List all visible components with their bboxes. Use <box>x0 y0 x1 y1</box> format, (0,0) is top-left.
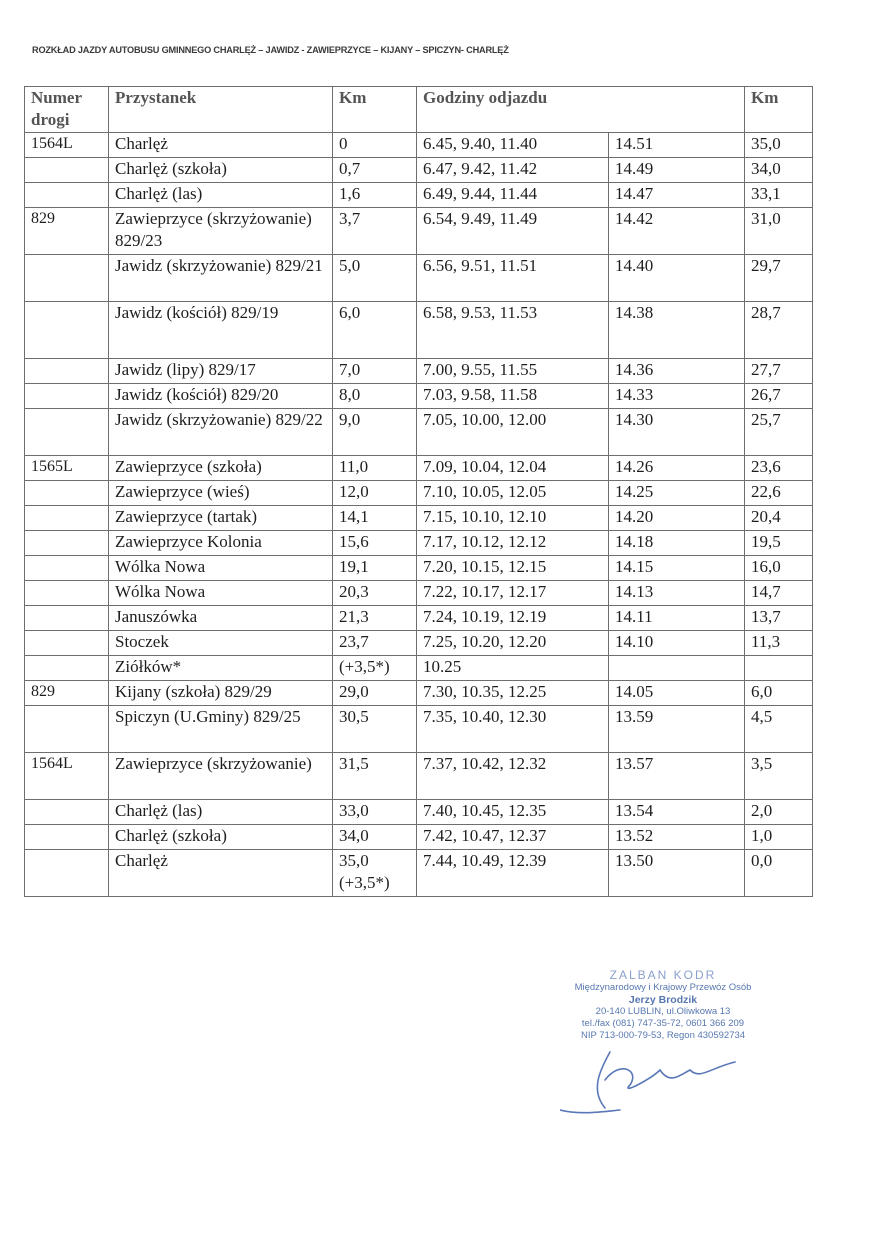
table-row <box>25 581 813 606</box>
cell-morning-times: 7.03, 9.58, 11.58 <box>417 384 609 409</box>
cell-road <box>25 384 109 409</box>
cell-road <box>25 481 109 506</box>
table-row <box>25 133 813 158</box>
cell-morning-times: 6.54, 9.49, 11.49 <box>417 208 609 255</box>
cell-road: 1564L <box>25 133 109 158</box>
cell-stop: Jawidz (kościół) 829/20 <box>109 384 333 409</box>
cell-stop: Kijany (szkoła) 829/29 <box>109 681 333 706</box>
cell-km: 21,3 <box>333 606 417 631</box>
header-km: Km <box>333 87 417 133</box>
cell-stop: Charlęż <box>109 133 333 158</box>
table-row <box>25 481 813 506</box>
cell-morning-times: 7.20, 10.15, 12.15 <box>417 556 609 581</box>
cell-km: 0 <box>333 133 417 158</box>
cell-stop: Zawieprzyce (skrzyżowanie) 829/23 <box>109 208 333 255</box>
cell-stop: Zawieprzyce (szkoła) <box>109 456 333 481</box>
cell-morning-times: 10.25 <box>417 656 609 681</box>
cell-road: 1564L <box>25 753 109 800</box>
cell-km: 0,7 <box>333 158 417 183</box>
cell-road <box>25 606 109 631</box>
timetable <box>24 86 813 897</box>
cell-afternoon-time: 14.30 <box>609 409 745 456</box>
cell-road <box>25 359 109 384</box>
cell-km-return: 0,0 <box>745 850 813 897</box>
cell-afternoon-time: 13.54 <box>609 800 745 825</box>
cell-km: 11,0 <box>333 456 417 481</box>
cell-afternoon-time: 14.15 <box>609 556 745 581</box>
table-row <box>25 825 813 850</box>
cell-morning-times: 7.22, 10.17, 12.17 <box>417 581 609 606</box>
table-row <box>25 456 813 481</box>
cell-stop: Charlęż <box>109 850 333 897</box>
cell-stop: Zawieprzyce Kolonia <box>109 531 333 556</box>
cell-stop: Wólka Nowa <box>109 581 333 606</box>
cell-km: 1,6 <box>333 183 417 208</box>
cell-km-return: 13,7 <box>745 606 813 631</box>
cell-road <box>25 556 109 581</box>
header-road: Numer drogi <box>25 87 109 133</box>
cell-road <box>25 409 109 456</box>
stamp-ids: NIP 713-000-79-53, Regon 430592734 <box>580 1030 746 1041</box>
cell-road <box>25 302 109 359</box>
cell-morning-times: 7.44, 10.49, 12.39 <box>417 850 609 897</box>
cell-km: 35,0 (+3,5*) <box>333 850 417 897</box>
table-row <box>25 681 813 706</box>
cell-km-return <box>745 656 813 681</box>
cell-afternoon-time: 14.13 <box>609 581 745 606</box>
cell-stop: Jawidz (skrzyżowanie) 829/22 <box>109 409 333 456</box>
cell-afternoon-time: 14.10 <box>609 631 745 656</box>
cell-km-return: 23,6 <box>745 456 813 481</box>
cell-km-return: 6,0 <box>745 681 813 706</box>
cell-km: 23,7 <box>333 631 417 656</box>
cell-stop: Charlęż (szkoła) <box>109 825 333 850</box>
table-row <box>25 409 813 456</box>
cell-km-return: 3,5 <box>745 753 813 800</box>
cell-km: 31,5 <box>333 753 417 800</box>
cell-stop: Charlęż (las) <box>109 800 333 825</box>
table-row <box>25 208 813 255</box>
header-times: Godziny odjazdu <box>417 87 745 133</box>
cell-km: 12,0 <box>333 481 417 506</box>
cell-km-return: 22,6 <box>745 481 813 506</box>
cell-stop: Ziółków* <box>109 656 333 681</box>
cell-road <box>25 183 109 208</box>
stamp-company: Międzynarodowy i Krajowy Przewóz Osób <box>574 982 752 993</box>
cell-stop: Spiczyn (U.Gminy) 829/25 <box>109 706 333 753</box>
cell-morning-times: 6.56, 9.51, 11.51 <box>417 255 609 302</box>
cell-stop: Charlęż (szkoła) <box>109 158 333 183</box>
cell-road: 829 <box>25 681 109 706</box>
cell-km-return: 25,7 <box>745 409 813 456</box>
cell-morning-times: 7.10, 10.05, 12.05 <box>417 481 609 506</box>
cell-afternoon-time: 14.38 <box>609 302 745 359</box>
cell-stop: Januszówka <box>109 606 333 631</box>
table-row <box>25 556 813 581</box>
cell-afternoon-time: 14.05 <box>609 681 745 706</box>
cell-morning-times: 7.05, 10.00, 12.00 <box>417 409 609 456</box>
cell-morning-times: 7.30, 10.35, 12.25 <box>417 681 609 706</box>
cell-stop: Jawidz (skrzyżowanie) 829/21 <box>109 255 333 302</box>
table-row <box>25 631 813 656</box>
cell-stop: Stoczek <box>109 631 333 656</box>
cell-stop: Zawieprzyce (skrzyżowanie) <box>109 753 333 800</box>
cell-km-return: 35,0 <box>745 133 813 158</box>
table-row <box>25 302 813 359</box>
cell-stop: Jawidz (kościół) 829/19 <box>109 302 333 359</box>
header-km-return: Km <box>745 87 813 133</box>
cell-km: 7,0 <box>333 359 417 384</box>
cell-km: 5,0 <box>333 255 417 302</box>
stamp-owner: Jerzy Brodzik <box>628 994 698 1006</box>
table-row <box>25 606 813 631</box>
stamp-phone: tel./fax (081) 747-35-72, 0601 366 209 <box>581 1018 745 1029</box>
cell-morning-times: 6.47, 9.42, 11.42 <box>417 158 609 183</box>
cell-afternoon-time: 14.18 <box>609 531 745 556</box>
cell-afternoon-time: 14.47 <box>609 183 745 208</box>
table-row <box>25 506 813 531</box>
cell-km-return: 31,0 <box>745 208 813 255</box>
cell-road <box>25 255 109 302</box>
cell-km-return: 11,3 <box>745 631 813 656</box>
table-row <box>25 800 813 825</box>
cell-km: 8,0 <box>333 384 417 409</box>
cell-afternoon-time: 13.50 <box>609 850 745 897</box>
cell-road: 1565L <box>25 456 109 481</box>
cell-morning-times: 7.42, 10.47, 12.37 <box>417 825 609 850</box>
table-row <box>25 531 813 556</box>
table-row <box>25 183 813 208</box>
cell-km-return: 16,0 <box>745 556 813 581</box>
cell-road <box>25 631 109 656</box>
cell-afternoon-time: 13.57 <box>609 753 745 800</box>
header-stop: Przystanek <box>109 87 333 133</box>
cell-afternoon-time: 14.51 <box>609 133 745 158</box>
cell-road <box>25 825 109 850</box>
cell-afternoon-time: 14.42 <box>609 208 745 255</box>
cell-morning-times: 7.35, 10.40, 12.30 <box>417 706 609 753</box>
cell-km-return: 14,7 <box>745 581 813 606</box>
cell-afternoon-time: 13.59 <box>609 706 745 753</box>
cell-afternoon-time: 14.36 <box>609 359 745 384</box>
cell-km-return: 34,0 <box>745 158 813 183</box>
cell-road <box>25 506 109 531</box>
cell-afternoon-time: 13.52 <box>609 825 745 850</box>
cell-afternoon-time: 14.11 <box>609 606 745 631</box>
table-row <box>25 255 813 302</box>
cell-afternoon-time: 14.40 <box>609 255 745 302</box>
cell-km: 20,3 <box>333 581 417 606</box>
cell-afternoon-time <box>609 656 745 681</box>
cell-km: 33,0 <box>333 800 417 825</box>
table-row <box>25 656 813 681</box>
cell-afternoon-time: 14.26 <box>609 456 745 481</box>
cell-afternoon-time: 14.20 <box>609 506 745 531</box>
cell-road <box>25 581 109 606</box>
cell-km: 34,0 <box>333 825 417 850</box>
cell-morning-times: 7.15, 10.10, 12.10 <box>417 506 609 531</box>
signature <box>560 1040 760 1120</box>
cell-km: 3,7 <box>333 208 417 255</box>
cell-stop: Zawieprzyce (wieś) <box>109 481 333 506</box>
cell-morning-times: 7.40, 10.45, 12.35 <box>417 800 609 825</box>
cell-stop: Charlęż (las) <box>109 183 333 208</box>
cell-afternoon-time: 14.25 <box>609 481 745 506</box>
table-row <box>25 850 813 897</box>
cell-km: 6,0 <box>333 302 417 359</box>
table-row <box>25 384 813 409</box>
cell-stop: Jawidz (lipy) 829/17 <box>109 359 333 384</box>
cell-morning-times: 7.17, 10.12, 12.12 <box>417 531 609 556</box>
cell-road <box>25 531 109 556</box>
cell-morning-times: 7.25, 10.20, 12.20 <box>417 631 609 656</box>
cell-stop: Zawieprzyce (tartak) <box>109 506 333 531</box>
cell-km-return: 20,4 <box>745 506 813 531</box>
cell-km: 30,5 <box>333 706 417 753</box>
table-row <box>25 359 813 384</box>
cell-morning-times: 7.09, 10.04, 12.04 <box>417 456 609 481</box>
cell-km: (+3,5*) <box>333 656 417 681</box>
cell-morning-times: 7.37, 10.42, 12.32 <box>417 753 609 800</box>
cell-morning-times: 7.24, 10.19, 12.19 <box>417 606 609 631</box>
company-stamp <box>538 968 788 1042</box>
cell-km: 9,0 <box>333 409 417 456</box>
cell-morning-times: 6.49, 9.44, 11.44 <box>417 183 609 208</box>
cell-km: 15,6 <box>333 531 417 556</box>
cell-km-return: 26,7 <box>745 384 813 409</box>
cell-km: 29,0 <box>333 681 417 706</box>
cell-afternoon-time: 14.33 <box>609 384 745 409</box>
cell-morning-times: 7.00, 9.55, 11.55 <box>417 359 609 384</box>
page-title: ROZKŁAD JAZDY AUTOBUSU GMINNEGO CHARLĘŻ – JAWIDZ - ZAWIEPRZYCE – KIJANY – SPICZYN- CHARLĘŻ <box>32 44 509 55</box>
cell-road <box>25 656 109 681</box>
cell-km-return: 27,7 <box>745 359 813 384</box>
cell-road <box>25 850 109 897</box>
cell-road <box>25 706 109 753</box>
table-row <box>25 158 813 183</box>
cell-km-return: 28,7 <box>745 302 813 359</box>
cell-road <box>25 800 109 825</box>
stamp-address: 20-140 LUBLIN, ul.Oliwkowa 13 <box>595 1006 731 1017</box>
cell-morning-times: 6.58, 9.53, 11.53 <box>417 302 609 359</box>
cell-km-return: 33,1 <box>745 183 813 208</box>
table-row <box>25 753 813 800</box>
cell-morning-times: 6.45, 9.40, 11.40 <box>417 133 609 158</box>
stamp-brand: ZALBAN KODR <box>609 968 717 982</box>
cell-km: 14,1 <box>333 506 417 531</box>
cell-km-return: 2,0 <box>745 800 813 825</box>
cell-road <box>25 158 109 183</box>
cell-km-return: 29,7 <box>745 255 813 302</box>
cell-afternoon-time: 14.49 <box>609 158 745 183</box>
cell-km-return: 4,5 <box>745 706 813 753</box>
cell-km-return: 1,0 <box>745 825 813 850</box>
cell-km: 19,1 <box>333 556 417 581</box>
cell-road: 829 <box>25 208 109 255</box>
cell-km-return: 19,5 <box>745 531 813 556</box>
cell-stop: Wólka Nowa <box>109 556 333 581</box>
table-row <box>25 706 813 753</box>
